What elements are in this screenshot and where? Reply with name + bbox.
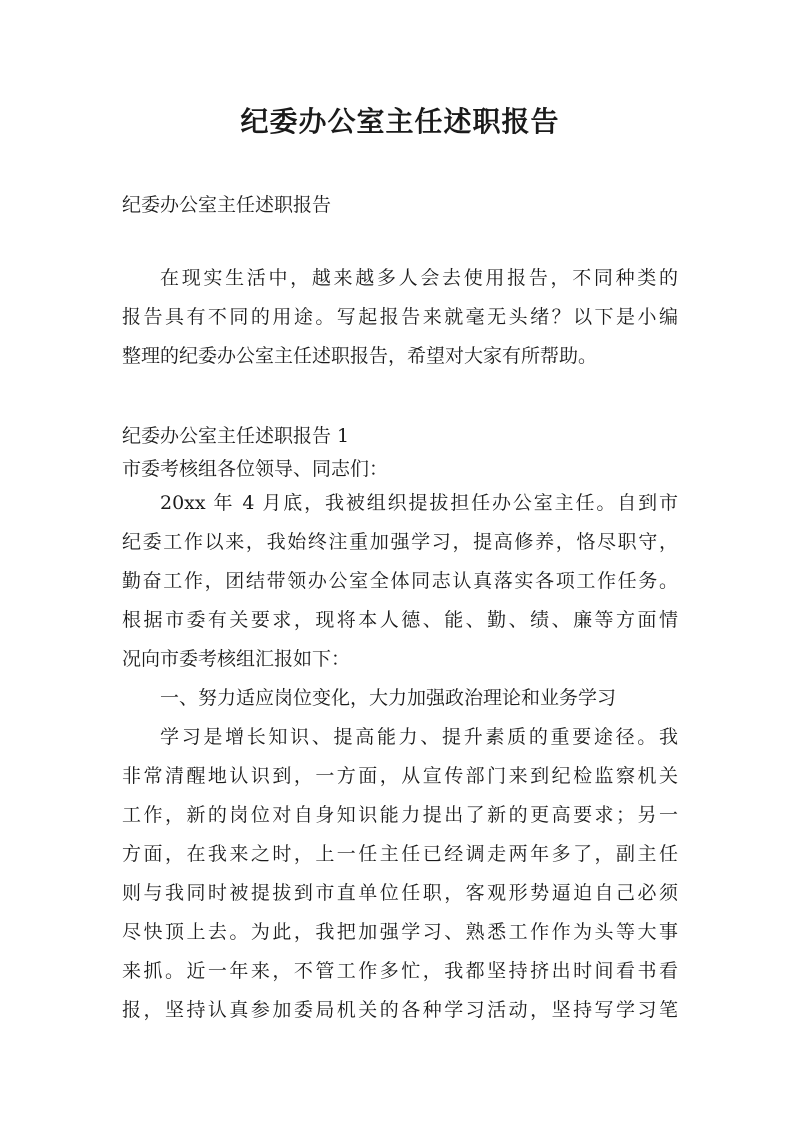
document-title: 纪委办公室主任述职报告	[240, 105, 560, 138]
body-line: 况向市委考核组汇报如下：	[122, 648, 351, 670]
body-line: 非常清醒地认识到，一方面，从宣传部门来到纪检监察机关	[122, 765, 678, 787]
body-line: 学习是增长知识、提高能力、提升素质的重要途径。我	[160, 726, 678, 748]
salutation: 市委考核组各位领导、同志们：	[122, 458, 389, 480]
body-line: 报，坚持认真参加委局机关的各种学习活动，坚持写学习笔	[122, 999, 678, 1021]
intro-line: 在现实生活中，越来越多人会去使用报告，不同种类的	[160, 267, 678, 289]
section-heading: 一、努力适应岗位变化，大力加强政治理论和业务学习	[160, 687, 617, 709]
body-line: 勤奋工作，团结带领办公室全体同志认真落实各项工作任务。	[122, 570, 678, 592]
body-line: 则与我同时被提拔到市直单位任职，客观形势逼迫自己必须	[122, 882, 678, 904]
body-line: 20xx 年 4 月底，我被组织提拔担任办公室主任。自到市	[160, 492, 678, 514]
body-line: 尽快顶上去。为此，我把加强学习、熟悉工作作为头等大事	[122, 921, 678, 943]
document-subtitle: 纪委办公室主任述职报告	[122, 194, 332, 216]
body-line: 纪委工作以来，我始终注重加强学习，提高修养，恪尽职守，	[122, 531, 678, 553]
intro-line: 整理的纪委办公室主任述职报告，希望对大家有所帮助。	[122, 345, 598, 367]
body-line: 方面，在我来之时，上一任主任已经调走两年多了，副主任	[122, 843, 678, 865]
section-title: 纪委办公室主任述职报告 1	[122, 425, 350, 447]
intro-line: 报告具有不同的用途。写起报告来就毫无头绪？以下是小编	[122, 306, 678, 328]
body-line: 工作，新的岗位对自身知识能力提出了新的更高要求；另一	[122, 804, 678, 826]
body-line: 根据市委有关要求，现将本人德、能、勤、绩、廉等方面情	[122, 609, 678, 631]
body-line: 来抓。近一年来，不管工作多忙，我都坚持挤出时间看书看	[122, 960, 678, 982]
